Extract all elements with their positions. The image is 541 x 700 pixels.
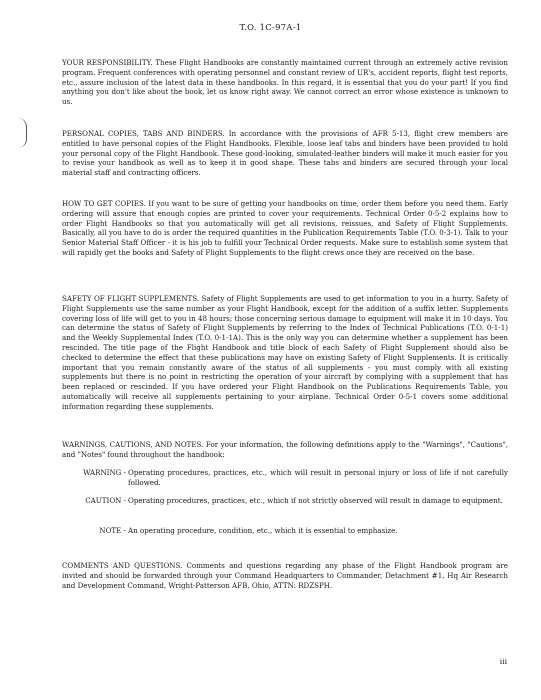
definition-term: CAUTION -: [85, 496, 126, 505]
definition-term: WARNING -: [83, 468, 126, 477]
page-number: iii: [499, 657, 507, 666]
section-your-responsibility: YOUR RESPONSIBILITY. These Flight Handbooks are constantly maintained current through an extremely active revision program. Frequent conferences with operating personnel and constant review of UR's, accident reports, flight test reports, etc., assure inclusion of the latest data in these handbooks. In this regard, it is essential that you do your part! If you find anything you don't like about the book, let us know right away. We cannot correct an error whose existence is unknown to us.: [62, 58, 508, 107]
section-safety-of-flight-supplements: SAFETY OF FLIGHT SUPPLEMENTS. Safety of Flight Supplements are used to get information to you in a hurry. Safety of Flight Supplements use the same number as your Flight Handbook, except for the addition of a suffix letter. Supplements covering loss of life will get to you in 48 hours; those concerning serious damage to equipment will make it in 10 days. You can determine the status of Safety of Flight Supplements by referring to the Index of Technical Publications (T.O. 0-1-1) and the Weekly Supplemental Index (T.O. 0-1-1A). This is the only way you can determine whether a supplement has been rescinded. The title page of the Flight Handbook and title block of each Safety of Flight Supplement should also be checked to determine the effect that these publications may have on existing Safety of Flight Supplements. It is critically important that you remain constantly aware of the status of all supplements - you must comply with all existing supplements but there is no point in restricting the operation of your aircraft by complying with a supplement that has been replaced or rescinded. If you have ordered your Flight Handbook on the Publications Requirements Table, you automatically will receive all supplements pertaining to your airplane. Technical Order 0-5-1 covers some additional information regarding these supplements.: [62, 294, 508, 411]
section-personal-copies: PERSONAL COPIES, TABS AND BINDERS. In accordance with the provisions of AFR 5-13, flight crew members are entitled to have personal copies of the Flight Handbooks. Flexible, loose leaf tabs and binders have been provided to hold your personal copy of the Flight Handbook. These good-looking, simulated-leather binders will make it much easier for you to revise your handbook as well as to keep it in good shape. These tabs and binders are secured through your local material staff and contracting officers.: [62, 129, 508, 178]
definition-text: Operating procedures, practices, etc., which will result in personal injury or loss of life if not carefully followed.: [128, 468, 508, 487]
section-warnings-cautions-notes: WARNINGS, CAUTIONS, AND NOTES. For your information, the following definitions apply to the "Warnings", "Cautions", and "Notes" found throughout the handbook:: [62, 440, 508, 459]
binder-mark: [18, 118, 27, 148]
section-how-to-get-copies: HOW TO GET COPIES. If you want to be sure of getting your handbooks on time, order them before you need them. Early ordering will assure that enough copies are printed to cover your requirements. Technical Order 0-5-2 explains how to order Flight Handbooks so that you automatically will get all revisions, reissues, and Safety of Flight Supplements. Basically, all you have to do is order the required quantities in the Publication Requirements Table (T.O. 0-3-1). Talk to your Senior Material Staff Officer - it is his job to fulfill your Technical Order requests. Make sure to establish some system that will rapidly get the books and Safety of Flight Supplements to the flight crews once they are received on the base.: [62, 199, 508, 257]
document-number: T.O. 1C-97A-1: [239, 22, 302, 32]
section-comments-and-questions: COMMENTS AND QUESTIONS. Comments and questions regarding any phase of the Flight Handbook program are invited and should be forwarded through your Command Headquarters to Commander, Detachment #1, Hq Air Research and Development Command, Wright-Patterson AFB, Ohio, ATTN: RDZSPH.: [62, 561, 508, 590]
definition-term: NOTE -: [99, 526, 126, 535]
definition-text: Operating procedures, practices, etc., which if not strictly observed will result in damage to equipment.: [128, 496, 503, 505]
definition-text: An operating procedure, condition, etc., which it is essential to emphasize.: [128, 526, 398, 535]
